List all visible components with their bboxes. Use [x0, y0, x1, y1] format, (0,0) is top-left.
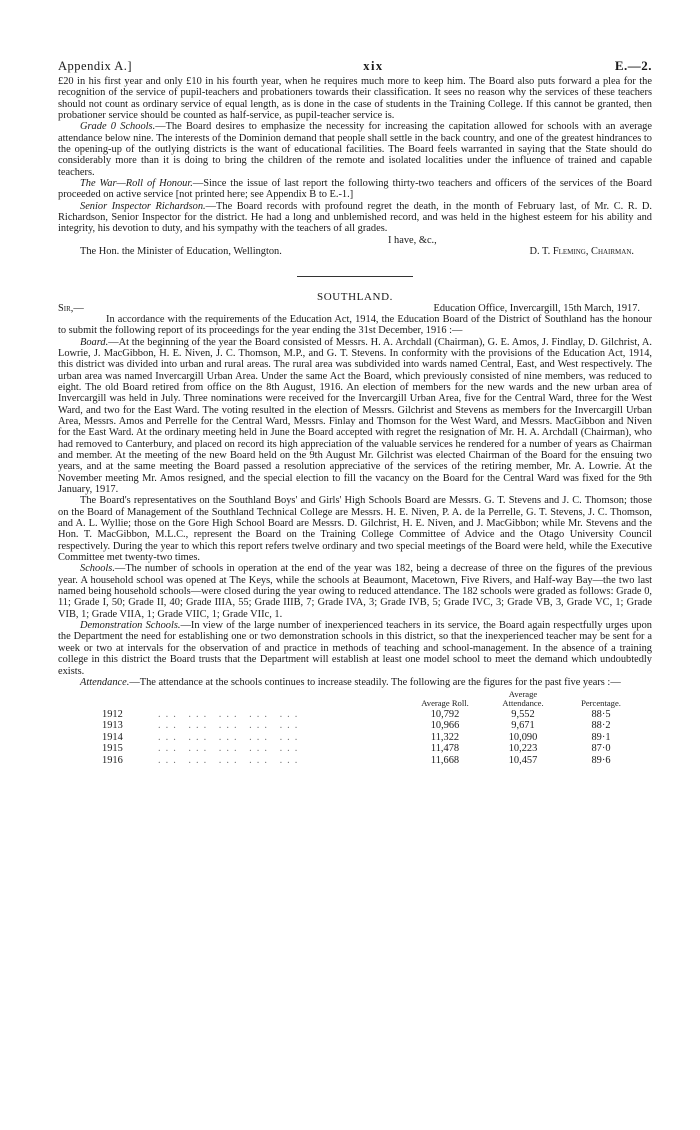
col-attendance-header: Average Attendance. — [502, 689, 544, 709]
board-heading: Board. — [80, 336, 109, 348]
southland-title: SOUTHLAND. — [317, 290, 393, 303]
schools-text: —The number of schools in operation at the end of the year was 182, being a decrease of three on the figures of the previous year. A household school was opened at The Keys, while the schools at Beaumont, Macetown, Five Rivers, and Half-way Bay—the two last named being household schools—were closed during the year owing to reduced attendance. The 182 schools were graded as follows: Grade 0, 11; Grade I, 50; Grade II, 40; Grade IIIA, 55; Grade IIIB, 7; Grade IVA, 3; Grade IVB, 5; Grade IVC, 3; Grade VB, 3, Grade VC, 1; Grade VIB, 1; Grade VIIA, 1; Grade VIIC, 1; Grade VIIc, 1. — [58, 563, 652, 620]
closing-have-text: I have, &c., — [388, 234, 437, 246]
closing-have — [58, 235, 652, 246]
representatives-paragraph: The Board's representatives on the Southland Boys' and Girls' High Schools Board are Messrs. G. T. Stevens and J. C. Thomson; those on the Board of Management of the Southland Technical College are Messrs. H. E. Niven, P. A. de la Perrelle, G. T. Stevens, J. C. Thomson, and A. L. Wyllie; those on the Gore High School Board are Messrs. D. Gilchrist, H. E. Niven, and J. MacGibbon; while Mr. Stevens and the Hon. T. MacGibbon, M.L.C., represent the Board on the Training College Committee of Advice and the Otago University Council respectively. During the year to which this report refers twelve ordinary and two special meetings of the Board were held, while the Executive Committee met twenty-two times. — [58, 495, 652, 564]
demonstration-paragraph — [58, 620, 652, 677]
col-dots-header — [154, 690, 406, 708]
attendance-table-header — [98, 690, 640, 708]
letter-address: Education Office, Invercargill, 15th March, 1917. — [433, 302, 640, 314]
opening-paragraph: In accordance with the requirements of the Education Act, 1914, the Education Board of the District of Southland has the honour to submit the following report of its proceedings for the year ending the 31st December, 1916 :— — [58, 313, 652, 337]
row-roll: 11,478 — [430, 743, 460, 755]
header-page-number: xix — [363, 59, 384, 73]
salutation-line — [58, 303, 652, 314]
attendance-text: —The attendance at the schools continues to increase steadily. The following are the figures for the past five years :— — [129, 676, 621, 688]
richardson-heading: Senior Inspector Richardson. — [80, 200, 206, 212]
table-row — [98, 720, 640, 732]
row-attendance: 10,457 — [508, 754, 538, 766]
header-appendix: Appendix A.] — [58, 59, 133, 73]
section-divider — [297, 276, 413, 277]
col-year-header — [98, 690, 154, 708]
schools-heading: Schools. — [80, 563, 115, 575]
row-year: 1912 — [102, 708, 123, 720]
row-attendance: 9,671 — [511, 720, 535, 732]
header-paper-ref: E.—2. — [614, 58, 652, 73]
roll-of-honour-text: —Since the issue of last report the following thirty-two teachers and officers of the services of the Board proceeded on active service [not printed here; see Appendix B to E.-1.] — [58, 178, 652, 201]
attendance-paragraph — [58, 677, 652, 688]
attendance-heading: Attendance. — [80, 676, 130, 688]
row-year: 1915 — [102, 743, 123, 755]
richardson-paragraph — [58, 201, 652, 235]
grade-0-text: —The Board desires to emphasize the necessity for increasing the capitation allowed for schools with an average attendance below nine. The interests of the Dominion demand that people shall settle in the back country, and one of the greatest hindrances to the opening-up of the outlying districts is the want of educational facilities. The Board feels warranted in saying that the State should do considerably more than it is doing to bring the children of the remote and isolated localities under the influence of trained and capable teachers. — [58, 121, 652, 178]
table-row — [98, 755, 640, 767]
row-attendance: 10,090 — [508, 731, 538, 743]
leader-dots: ... ... ... ... ... — [158, 754, 303, 766]
table-row — [98, 709, 640, 721]
row-attendance: 9,552 — [511, 708, 535, 720]
roll-of-honour-paragraph — [58, 178, 652, 201]
demonstration-heading: Demonstration Schools. — [80, 620, 181, 632]
row-roll: 11,322 — [430, 731, 460, 743]
row-roll: 10,966 — [430, 720, 460, 732]
closing-signature-line — [80, 246, 634, 257]
leader-dots: ... ... ... ... ... — [158, 731, 303, 743]
col-roll-header: Average Roll. — [421, 698, 469, 709]
schools-paragraph — [58, 563, 652, 620]
row-percentage: 88·2 — [591, 720, 611, 732]
grade-0-heading: Grade 0 Schools. — [80, 121, 156, 133]
board-paragraph — [58, 337, 652, 496]
row-year: 1913 — [102, 720, 123, 732]
grade-0-paragraph — [58, 121, 652, 178]
row-percentage: 87·0 — [591, 743, 611, 755]
row-percentage: 88·5 — [591, 708, 611, 720]
row-roll: 10,792 — [430, 708, 460, 720]
table-row — [98, 743, 640, 755]
attendance-table — [98, 690, 640, 766]
row-attendance: 10,223 — [508, 743, 538, 755]
board-text: —At the beginning of the year the Board consisted of Messrs. H. A. Archdall (Chairman), G. E. Amos, J. Findlay, D. Gilchrist, A. Lowrie, J. MacGibbon, H. E. Niven, J. C. Thomson, M.P., and G. T. Stevens. In conformity with the provisions of the Education Act, 1914, this district was divided into urban and rural areas. The rural area was subdivided into wards named Central, East, and West respectively. The urban area was named Invercargill Urban Area. Under the same Act the Board, which previously consisted of nine members, was reduced to eight. The old Board retired from office on the 8th August, 1916. An election of members for the new wards and the new urban area of Invercargill was held in July. Three nominations were received for the Invercargill Urban Area, five for the Central Ward, three for the West Ward, and two for the East Ward. The voting resulted in the election of Messrs. Gilchrist and Stevens as members for the Invercargill Urban Area, Messrs. Amos and Perrelle for the Central Ward, Messrs. Finlay and Thomson for the West Ward, and Messrs. MacGibbon and Niven for the East Ward. At the ordinary meeting held in June the Board accepted with regret the resignation of Mr. H. A. Archdall (Chairman), who had removed to Canterbury, and placed on record its high appreciation of the valuable services he rendered for a number of years as Chairman and member. At the meeting of the new Board held on the 9th August Mr. Gilchrist was elected Chairman of the Board for the ensuing two years, and at the same meeting the Board passed a resolution appreciative of the services of the retiring member, Mr. A. Lowrie. At the November meeting Mr. Amos resigned, and the special election to fill the vacancy on the Board for the Central Ward was fixed for the 9th January, 1917. — [58, 336, 652, 495]
row-year: 1916 — [102, 754, 123, 766]
salutation: Sir,— — [58, 302, 84, 314]
leader-dots: ... ... ... ... ... — [158, 720, 303, 732]
row-roll: 11,668 — [430, 754, 460, 766]
closing-addressee: The Hon. the Minister of Education, Wellington. — [80, 246, 282, 258]
demonstration-text: —In view of the large number of inexperienced teachers in its service, the Board again respectfully urges upon the Department the need for establishing one or two demonstration schools in this district, so that the inexperienced teacher may be sent for a week or two at intervals for the observation of and practice in methods of teaching and school-management. In the absence of a training college in this district the Board trusts that the Department will establish at least one model school to meet the demand which undoubtedly exists. — [58, 620, 652, 677]
page-header — [58, 58, 652, 76]
row-percentage: 89·6 — [591, 754, 611, 766]
leader-dots: ... ... ... ... ... — [158, 708, 303, 720]
document-page — [58, 58, 652, 767]
richardson-text: —The Board records with profound regret the death, in the month of February last, of Mr. C. R. D. Richardson, Senior Inspector for the district. He had a long and unblemished record, and was held in the highest esteem for his ability and integrity, his devotion to duty, and his sympathy with the teachers of all grades. — [58, 200, 652, 235]
row-percentage: 89·1 — [591, 731, 611, 743]
col-percentage-header: Percentage. — [581, 698, 621, 709]
roll-of-honour-heading: The War—Roll of Honour. — [80, 178, 193, 190]
intro-paragraph: £20 in his first year and only £10 in his fourth year, when he requires much more to keep him. The Board also puts forward a plea for the recognition of the service of pupil-teachers and probationers towards their classification. It sees no reason why the services of these teachers should not count as ordinary service of equal length, as is done in the case of students in the Training College. If this cannot be granted, then probationer service should be counted as half-service, as pupil-teacher service is. — [58, 76, 652, 122]
leader-dots: ... ... ... ... ... — [158, 743, 303, 755]
row-year: 1914 — [102, 731, 123, 743]
table-row — [98, 732, 640, 744]
closing-signature: D. T. Fleming, Chairman. — [529, 246, 634, 258]
